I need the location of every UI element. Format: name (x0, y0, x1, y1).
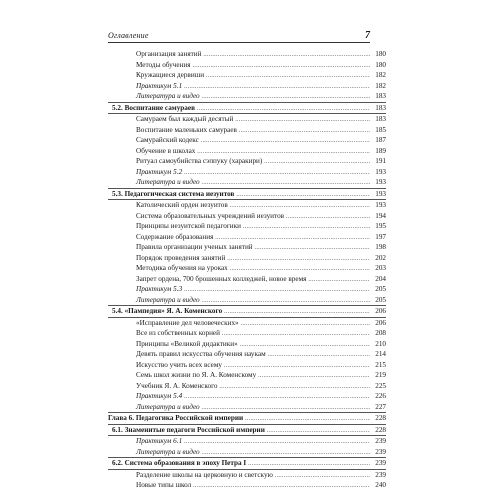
toc-entry-title: Новые типы школ (136, 481, 192, 489)
toc-entry-title: Кружащиеся дервиши (136, 71, 205, 79)
toc-entry-leader (108, 447, 370, 459)
toc-entry (108, 49, 386, 60)
toc-entry-page: 182 (375, 81, 386, 90)
toc-entry-page: 193 (375, 178, 386, 186)
toc-entry-title: Воспитание маленьких самураев (136, 125, 237, 134)
toc-entry (108, 60, 386, 71)
toc-entry (108, 242, 386, 253)
toc-entry-title: Семь школ жизни по Я. А. Коменскому (136, 371, 257, 379)
toc-entry (108, 81, 386, 92)
toc-entry-page: 185 (375, 125, 386, 134)
toc-entry-page: 205 (375, 295, 386, 304)
toc-entry-title: Система образовательных учреждений иезуитов (136, 211, 285, 220)
toc-entry-title: Практикум 5.3 (136, 285, 183, 293)
toc-entry-page: 195 (375, 222, 386, 230)
toc-entry-title: Литература и видео (136, 178, 200, 186)
toc-entry-page: 193 (375, 167, 386, 176)
toc-entry-leader (108, 425, 370, 437)
toc-entry (108, 339, 386, 350)
toc-entry (108, 391, 386, 402)
toc-entry (108, 167, 386, 178)
toc-entry-page: 194 (375, 211, 386, 220)
toc-entry-page: 189 (375, 146, 386, 155)
toc-entry-title: Методы обучения (136, 60, 191, 69)
toc-entry-page: 183 (375, 115, 386, 123)
toc-entry-title: Обучение в школах (136, 146, 196, 155)
toc-entry (108, 413, 386, 425)
toc-entry-leader (108, 458, 370, 470)
toc-entry (108, 470, 386, 481)
toc-entry-title: 6.2. Система образования в эпоху Петра I (112, 459, 247, 467)
toc-entry-title: 5.3. Педагогическая система иезуитов (112, 189, 235, 198)
toc-entry-leader (108, 306, 370, 318)
running-header (108, 28, 370, 43)
toc-entry (108, 232, 386, 243)
toc-entry-page: 210 (375, 339, 386, 348)
toc-entry (108, 135, 386, 146)
toc-entry-leader (108, 480, 370, 492)
toc-entry-page: 180 (375, 50, 386, 58)
toc-entry-page: 182 (375, 71, 386, 79)
toc-entry-title: Принципы иезуитской педагогики (136, 222, 241, 230)
toc-entry (108, 177, 386, 189)
toc-entry-page: 198 (375, 243, 386, 251)
toc-entry-page: 225 (375, 381, 386, 390)
toc-entry-page: 214 (375, 350, 386, 358)
toc-entry (108, 306, 386, 318)
toc-entry (108, 253, 386, 264)
toc-entry-page: 187 (375, 136, 386, 144)
toc-entry-title: 6.1. Знаменитые педагоги Российской империи (112, 425, 265, 434)
toc-entry-page: 239 (375, 459, 386, 467)
toc-entry (108, 103, 386, 115)
toc-entry (108, 114, 386, 125)
page-number: 7 (365, 30, 370, 41)
toc-entry (108, 221, 386, 232)
toc-entry-page: 183 (375, 103, 386, 112)
toc-entry (108, 295, 386, 307)
toc-entry-page: 203 (375, 264, 386, 272)
toc-entry-page: 206 (375, 318, 386, 327)
toc-entry-title: Организация занятий (136, 50, 202, 58)
toc-entry-leader (108, 413, 370, 425)
toc-entry-leader (108, 189, 370, 201)
toc-entry-title: Самураем был каждый десятый (136, 115, 234, 123)
toc-entry (108, 381, 386, 392)
toc-entry-title: Методика обучения на уроках (136, 264, 228, 272)
toc-entry-title: Практикум 6.1 (136, 437, 183, 445)
toc-entry-page: 193 (375, 201, 386, 209)
toc-entry-title: Порядок проведения занятий (136, 253, 226, 262)
header-title: Оглавление (108, 31, 149, 40)
toc-entry-page: 180 (375, 60, 386, 69)
toc-entry-title: Ритуал самоубийства сэппуку (харакири) (136, 157, 263, 165)
toc-entry-title: Самурайский кодекс (136, 136, 199, 144)
toc-entry (108, 370, 386, 381)
toc-entry-leader (108, 91, 370, 103)
toc-entry-title: Практикум 5.2 (136, 167, 183, 176)
toc-entry (108, 480, 386, 491)
toc-entry-leader (108, 103, 370, 115)
toc-entry-title: Литература и видео (136, 447, 200, 456)
toc-entry (108, 263, 386, 274)
toc-entry-title: Все из собственных корней (136, 329, 220, 337)
table-of-contents (108, 49, 386, 491)
toc-entry-title: Практикум 5.4 (136, 392, 183, 400)
toc-entry-leader (108, 402, 370, 414)
toc-entry (108, 328, 386, 339)
toc-entry-page: 239 (375, 447, 386, 456)
toc-entry-title: Правила организации ученых занятий (136, 243, 253, 251)
toc-entry-page: 204 (375, 274, 386, 283)
toc-entry-title: Содержание образования (136, 232, 214, 241)
toc-entry-page: 219 (375, 371, 386, 379)
toc-entry-title: 5.2. Воспитание самураев (112, 103, 195, 112)
toc-entry-title: Учебник Я. А. Коменского (136, 381, 218, 390)
toc-entry-page: 202 (375, 253, 386, 262)
toc-entry-title: 5.4. «Пампедия» Я. А. Коменского (112, 307, 223, 315)
toc-entry-page: 183 (375, 92, 386, 100)
toc-entry-title: Литература и видео (136, 92, 200, 100)
toc-entry (108, 189, 386, 201)
toc-entry (108, 146, 386, 157)
toc-entry (108, 447, 386, 459)
toc-entry-page: 206 (375, 307, 386, 315)
toc-entry (108, 125, 386, 136)
toc-entry (108, 436, 386, 447)
toc-entry-leader (108, 295, 370, 307)
toc-entry (108, 156, 386, 167)
toc-entry-title: Девять правил искусства обучения наукам (136, 350, 266, 358)
toc-entry (108, 402, 386, 414)
toc-entry (108, 200, 386, 211)
toc-entry (108, 91, 386, 103)
toc-entry-page: 228 (375, 425, 386, 434)
toc-entry-page: 240 (375, 481, 386, 489)
toc-entry-title: «Исправление дел человеческих» (136, 318, 239, 327)
toc-entry-title: Глава 6. Педагогика Российской империи (108, 414, 244, 422)
toc-entry-title: Принципы «Великой дидактики» (136, 339, 238, 348)
toc-entry (108, 360, 386, 371)
toc-entry-leader (108, 177, 370, 189)
toc-entry (108, 284, 386, 295)
toc-entry-title: Разделение школы на церковную и светскую (136, 470, 273, 479)
toc-entry (108, 211, 386, 222)
toc-entry-title: Запрет ордена, 700 брошенных колледжей, новое время (136, 274, 307, 283)
toc-entry (108, 318, 386, 329)
toc-entry (108, 70, 386, 81)
toc-entry-page: 208 (375, 329, 386, 337)
toc-entry-title: Практикум 5.1 (136, 81, 183, 90)
toc-entry-page: 191 (375, 157, 386, 165)
toc-entry-page: 197 (375, 232, 386, 241)
toc-entry-page: 226 (375, 392, 386, 400)
toc-entry-page: 205 (375, 285, 386, 293)
toc-entry (108, 458, 386, 470)
toc-entry-page: 215 (375, 360, 386, 369)
toc-entry-page: 239 (375, 437, 386, 445)
toc-entry-page: 193 (375, 189, 386, 198)
toc-entry (108, 349, 386, 360)
toc-entry-title: Искусство учить всех всему (136, 360, 222, 369)
toc-entry (108, 274, 386, 285)
toc-entry-page: 239 (375, 470, 386, 479)
toc-entry-page: 227 (375, 402, 386, 411)
toc-entry-title: Литература и видео (136, 295, 200, 304)
toc-entry-title: Литература и видео (136, 402, 200, 411)
toc-entry-title: Католический орден иезуитов (136, 201, 228, 209)
toc-entry-page: 228 (375, 414, 386, 422)
toc-entry (108, 425, 386, 437)
